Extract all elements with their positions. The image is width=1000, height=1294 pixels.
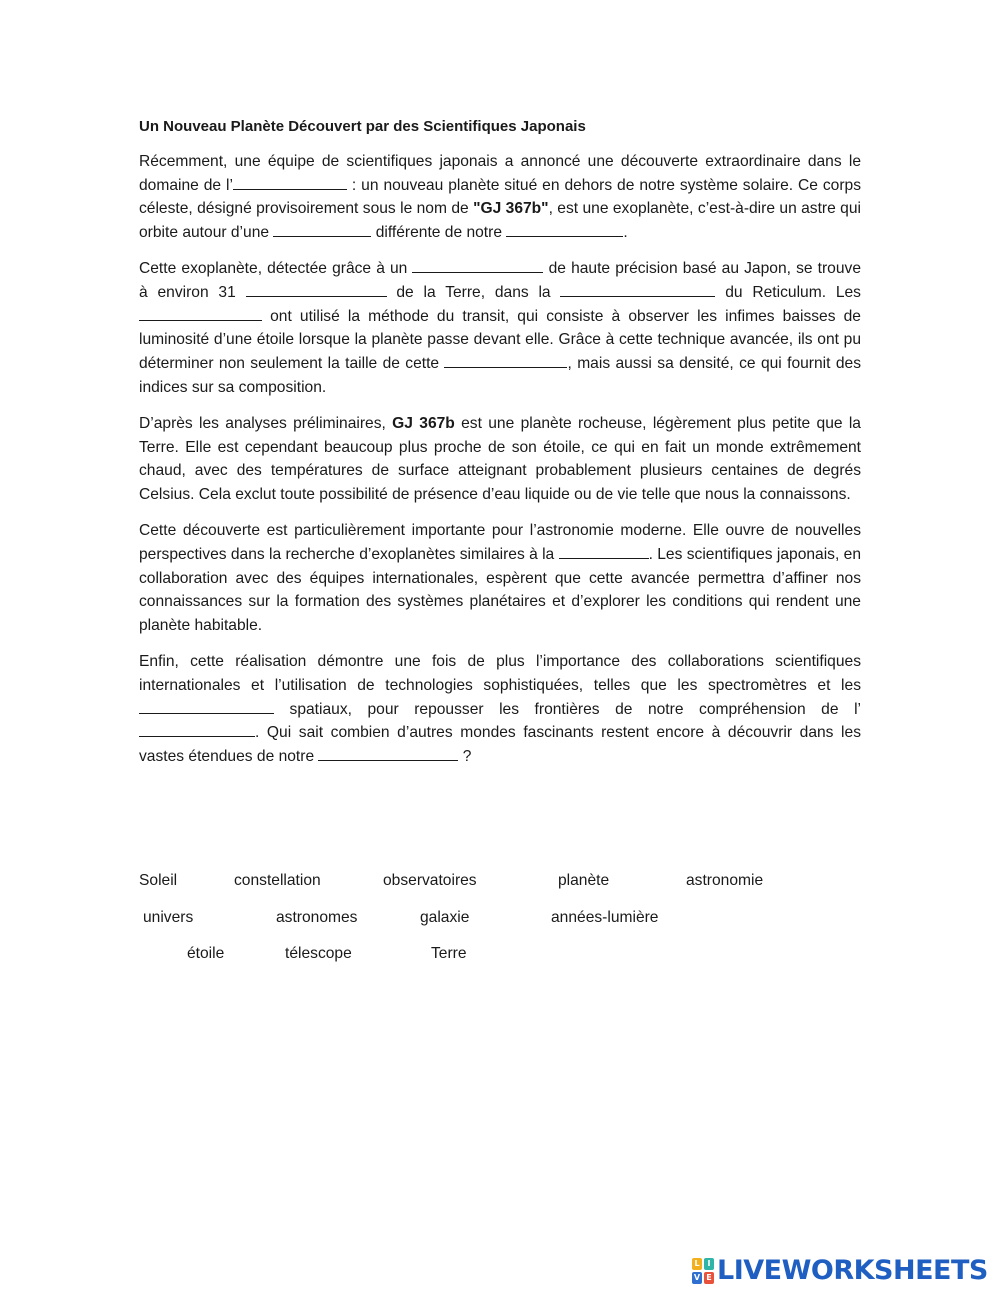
logo-mark-icon	[692, 1258, 714, 1284]
paragraph-2	[139, 257, 861, 399]
planet-name-bold: GJ 367b	[392, 415, 455, 433]
logo-mark-letter: V	[693, 1273, 701, 1282]
logo-mark-letter: L	[692, 1258, 702, 1270]
paragraph-text: Enfin, cette réalisation démontre une fois de plus l’importance des collaborations scientifiques internationales et l’utilisation de technologies sophistiquées, telles que les spectromètres et les	[139, 653, 861, 695]
answer-blank-9[interactable]	[559, 543, 649, 559]
answer-blank-3[interactable]	[506, 221, 623, 237]
word-bank-item[interactable]: univers	[143, 909, 194, 926]
word-bank-item[interactable]: Soleil	[139, 872, 178, 889]
answer-blank-11[interactable]	[139, 721, 255, 737]
answer-blank-8[interactable]	[444, 352, 567, 368]
paragraph-text: est une planète rocheuse, légèrement plus petite que la Terre. Elle est cependant beaucoup plus proche de son étoile, ce qui en fait un monde extrêmement chaud, avec des températures de surface atteignant probablement plusieurs centaines de degrés Celsius. Cela exclut toute possibilité de présence d’eau liquide ou de vie telle que nous la connaissons.	[139, 415, 861, 504]
paragraph-text: Cette découverte est particulièrement importante pour l’astronomie moderne. Elle ouvre de nouvelles perspectives dans la recherche d’exoplanètes similaires à la	[139, 522, 861, 564]
paragraph-4	[139, 519, 861, 638]
paragraph-text: : un nouveau planète situé en dehors de notre système solaire. Ce corps céleste, désigné provisoirement sous le nom de	[139, 176, 862, 218]
paragraph-text: , mais aussi sa densité, ce qui fournit des indices sur sa composition.	[139, 355, 861, 396]
paragraph-5	[139, 650, 861, 769]
answer-blank-6[interactable]	[560, 281, 715, 297]
word-bank-item[interactable]: années-lumière	[551, 909, 659, 926]
paragraph-text: de la Terre, dans la	[386, 284, 561, 302]
paragraph-text: spatiaux, pour repousser les frontières de notre compréhension de l’	[274, 700, 861, 718]
answer-blank-2[interactable]	[273, 221, 371, 237]
paragraph-3	[139, 412, 861, 507]
word-bank-item[interactable]: astronomes	[276, 909, 358, 926]
paragraph-text: du Reticulum. Les	[715, 284, 861, 302]
paragraph-text: . Les scientifiques japonais, en collaboration avec des équipes internationales, espèrent que cette avancée permettra d’affiner nos connaissances sur la formation des systèmes planétaires et d’explorer les conditions qui rendent une planète habitable.	[139, 546, 861, 635]
worksheet-page	[139, 116, 861, 781]
answer-blank-12[interactable]	[318, 745, 458, 761]
answer-blank-4[interactable]	[412, 257, 543, 273]
word-bank-item[interactable]: étoile	[187, 945, 225, 962]
answer-blank-7[interactable]	[139, 305, 262, 321]
logo-mark-letter: I	[704, 1258, 714, 1270]
paragraph-text: Récemment, une équipe de scientifiques japonais a annoncé une découverte extraordinaire dans le domaine de l’	[139, 153, 861, 194]
paragraph-text: . Qui sait combien d’autres mondes fascinants restent encore à découvrir dans les vastes étendues de notre	[139, 724, 861, 766]
logo-text: LIVEWORKSHEETS	[717, 1255, 988, 1286]
word-bank-item[interactable]: Terre	[431, 945, 467, 962]
word-bank-item[interactable]: télescope	[285, 945, 352, 962]
answer-blank-5[interactable]	[246, 281, 387, 297]
word-bank-item[interactable]: constellation	[234, 872, 321, 889]
page-title: Un Nouveau Planète Découvert par des Scientifiques Japonais	[139, 118, 586, 135]
answer-blank-1[interactable]	[233, 174, 347, 190]
logo-mark-letter: E	[704, 1272, 714, 1284]
word-bank-item[interactable]: galaxie	[420, 909, 470, 926]
paragraph-text: D’après les analyses préliminaires,	[139, 415, 393, 433]
word-bank-item[interactable]: observatoires	[383, 872, 477, 889]
paragraph-text: ont utilisé la méthode du transit, qui consiste à observer les infimes baisses de luminosité d’une étoile lorsque la planète passe devant elle. Grâce à cette technique avancée, ils ont pu déterminer non seulement la taille de cette	[139, 307, 861, 373]
paragraph-text: ?	[458, 748, 472, 766]
answer-blank-10[interactable]	[139, 698, 274, 714]
paragraph-text: différente de notre	[371, 224, 507, 242]
paragraph-text: .	[623, 224, 628, 242]
paragraph-text: de haute précision basé au Japon, se trouve à environ 31	[139, 260, 861, 302]
liveworksheets-logo	[692, 1256, 988, 1286]
planet-name-bold: "GJ 367b"	[473, 200, 549, 218]
word-bank-item[interactable]: planète	[558, 872, 610, 889]
paragraph-1	[139, 150, 861, 245]
paragraph-text: , est une exoplanète, c’est-à-dire un astre qui orbite autour d’une	[139, 200, 861, 242]
paragraph-text: Cette exoplanète, détectée grâce à un	[139, 260, 413, 278]
word-bank-item[interactable]: astronomie	[686, 872, 764, 889]
